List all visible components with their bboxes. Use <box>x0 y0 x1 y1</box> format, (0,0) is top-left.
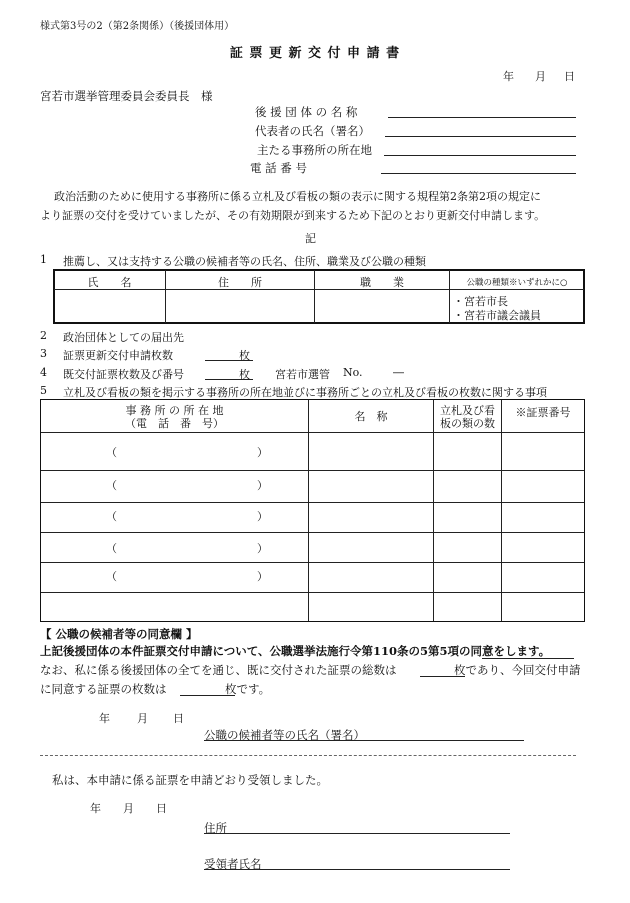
consent-line-2a: なお、私に係る後援団体の全てを通じ、既に交付された証票の総数は <box>40 663 397 677</box>
office-row-divider-5 <box>41 592 584 593</box>
addressee: 宮若市選挙管理委員会委員長 様 <box>40 89 213 103</box>
ki-label: 記 <box>305 232 316 245</box>
office-option-council[interactable]: ・宮若市議会議員 <box>453 309 541 322</box>
item4-number: 4 <box>40 366 47 379</box>
representative-field[interactable] <box>385 136 576 137</box>
item3-text: 証票更新交付申請枚数 <box>63 349 173 362</box>
item3-number: 3 <box>40 347 47 360</box>
table-row-phone-close: ） <box>257 510 268 523</box>
table-row-phone-open: （ <box>106 510 117 523</box>
item4-text: 既交付証票枚数及び番号 <box>63 368 184 381</box>
candidate-name-cell[interactable] <box>54 290 165 323</box>
phone-label: 電 話 番 号 <box>250 161 307 175</box>
table-row-phone-close: ） <box>257 446 268 459</box>
receipt-address-field[interactable] <box>204 833 510 834</box>
renewal-count-unit: 枚 <box>239 349 250 362</box>
office-col-divider-1 <box>308 400 309 621</box>
form-label: 様式第3号の2（第2条関係）（後援団体用） <box>40 21 235 32</box>
date-year: 年 <box>503 70 514 83</box>
receipt-address-label: 住所 <box>204 821 227 835</box>
candidate-occupation-cell[interactable] <box>315 290 449 323</box>
candidate-signature-label: 公職の候補者等の氏名（署名） <box>204 728 365 742</box>
item2-number: 2 <box>40 329 47 342</box>
candidate-address-cell[interactable] <box>166 290 314 323</box>
representative-label: 代表者の氏名（署名） <box>255 124 370 138</box>
receiver-name-label: 受領者氏名 <box>204 857 262 871</box>
office-header-divider <box>41 432 584 433</box>
consent-line-3a: に同意する証票の枚数は <box>40 682 167 696</box>
receipt-date-year: 年 <box>90 802 101 815</box>
item5-text: 立札及び看板の類を掲示する事務所の所在地並びに事務所ごとの立札及び看板の枚数に関する事項 <box>63 386 547 399</box>
candidate-header-address: 住 所 <box>218 276 262 289</box>
office-row-divider-3 <box>41 532 584 533</box>
group-name-label: 後 援 団 体 の 名 称 <box>255 105 358 119</box>
office-header-cert: ※証票番号 <box>515 406 571 419</box>
office-row-divider-4 <box>41 562 584 563</box>
date-day: 日 <box>564 70 575 83</box>
office-row-divider-2 <box>41 502 584 503</box>
receiver-name-field[interactable] <box>204 869 510 870</box>
table-row-phone-open: （ <box>106 446 117 459</box>
consent-date-year: 年 <box>99 712 110 725</box>
cut-line <box>40 755 576 756</box>
issuer-label: 宮若市選管 <box>275 368 330 381</box>
consent-line-1: 上記後援団体の本件証票交付申請について、公職選挙法施行令第110条の5第5項の同意をします。 <box>40 644 551 658</box>
office-col-divider-3 <box>501 400 502 621</box>
office-option-mayor[interactable]: ・宮若市長 <box>453 295 508 308</box>
table-row-phone-close: ） <box>257 542 268 555</box>
item1-text: 推薦し、又は支持する公職の候補者等の氏名、住所、職業及び公職の種類 <box>63 255 426 268</box>
consent-heading: 【 公職の候補者等の同意欄 】 <box>40 627 198 641</box>
consent-underline <box>482 658 574 659</box>
office-col-divider-2 <box>433 400 434 621</box>
receipt-text: 私は、本申請に係る証票を申請どおり受領しました。 <box>52 773 328 787</box>
issued-count-unit: 枚 <box>239 368 250 381</box>
office-header-count-2: 板の類の数 <box>440 417 495 430</box>
intro-line-2: より証票の交付を受けていましたが、その有効期限が到来するため下記のとおり更新交付申請します。 <box>40 209 546 222</box>
office-address-field[interactable] <box>384 155 576 156</box>
table-row-phone-close: ） <box>257 479 268 492</box>
office-row-divider-1 <box>41 470 584 471</box>
item1-number: 1 <box>40 253 47 266</box>
candidate-header-name: 氏 名 <box>87 276 132 289</box>
office-address-label: 主たる事務所の所在地 <box>257 143 372 157</box>
candidate-header-occupation: 職 業 <box>360 276 404 289</box>
number-dash: ― <box>393 366 404 379</box>
receipt-date-month: 月 <box>123 802 134 815</box>
phone-field[interactable] <box>381 173 576 174</box>
candidate-signature-field[interactable] <box>204 740 524 741</box>
candidate-header-office-type: 公職の種類※いずれかに○ <box>466 278 568 288</box>
consent-date-day: 日 <box>173 712 184 725</box>
consent-line-2b: 枚であり、今回交付申請 <box>454 663 581 677</box>
office-header-count-1: 立札及び看 <box>440 404 495 417</box>
table-row-phone-open: （ <box>106 479 117 492</box>
number-label: No. <box>343 366 363 379</box>
table-row-phone-close: ） <box>257 570 268 583</box>
date-month: 月 <box>535 70 546 83</box>
group-name-field[interactable] <box>388 117 576 118</box>
table-row-phone-open: （ <box>106 542 117 555</box>
office-header-phone: （電 話 番 号） <box>125 417 224 430</box>
page-title: 証 票 更 新 交 付 申 請 書 <box>229 46 401 61</box>
consent-date-month: 月 <box>137 712 148 725</box>
item2-text: 政治団体としての届出先 <box>63 331 184 344</box>
receipt-date-day: 日 <box>156 802 167 815</box>
intro-line-1: 政治活動のために使用する事務所に係る立札及び看板の類の表示に関する規程第2条第2項の規定に <box>54 190 541 203</box>
item5-number: 5 <box>40 384 47 397</box>
consent-line-3b: 枚です。 <box>225 682 271 696</box>
office-header-name: 名 称 <box>354 410 388 423</box>
table-row-phone-open: （ <box>106 570 117 583</box>
office-header-address: 事 務 所 の 所 在 地 <box>125 404 224 417</box>
